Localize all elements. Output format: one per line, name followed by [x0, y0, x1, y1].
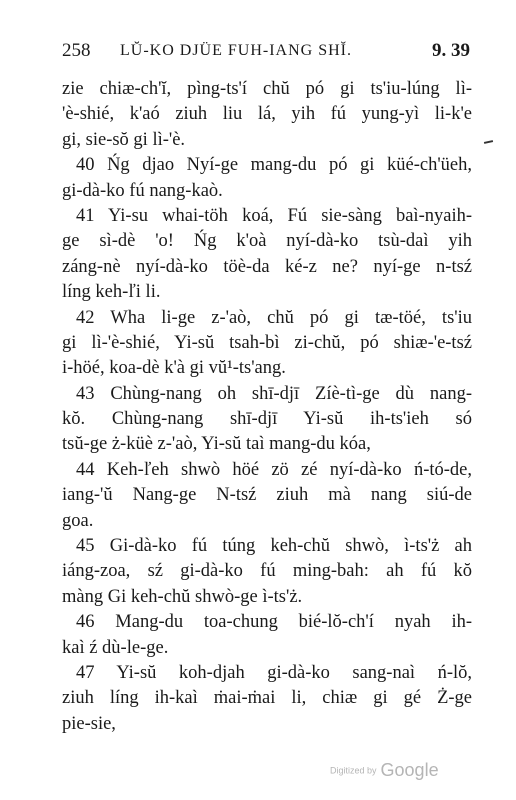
text-line: goa.	[62, 510, 94, 531]
text-line: zie chiæ-ch'ĭ, pìng-ts'í chŭ pó gi ts'iu-lúng lì-	[62, 79, 472, 99]
text-line: líng keh-ľi li.	[62, 282, 161, 303]
verse-line: 41 Yi-su whai-töh koá, Fú sie-sàng baì-nyaih-	[76, 205, 472, 226]
text-line: iang-'ŭ Nang-ge N-tsź ziuh mà nang siú-de	[62, 485, 472, 506]
running-header	[62, 40, 470, 66]
verse-line: 40 Ńg djao Nyí-ge mang-du pó gi küé-ch'üeh,	[76, 155, 472, 176]
page-number: 258	[62, 40, 91, 61]
text-line: gi lì-'è-shié, Yi-sŭ tsah-bì zi-chŭ, pó shiæ-'e-tsź	[62, 332, 472, 353]
text-line: gi, sie-sŏ gi lì-'è.	[62, 129, 186, 150]
digitized-by-text: Digitized by	[330, 765, 377, 776]
text-line: pie-sie,	[62, 713, 116, 734]
page-body	[62, 77, 472, 737]
text-line: gi-dà-ko fú nang-kaò.	[62, 180, 223, 201]
digitized-watermark	[330, 760, 439, 781]
text-line: iáng-zoa, sź gi-dà-ko fú ming-bah: ah fú kŏ	[62, 561, 472, 582]
chapter-verse-reference: 9. 39	[432, 40, 470, 61]
text-line: kaì ź dù-le-ge.	[62, 637, 169, 658]
text-line: záng-nè nyí-dà-ko töè-da ké-z ne? nyí-ge n-tsź	[62, 256, 472, 277]
text-line: kŏ. Chùng-nang shī-djī Yi-sŭ ih-ts'ieh só	[62, 409, 472, 430]
text-line: 'è-shié, k'aó ziuh liu lá, yih fú yung-yì li-k'e	[62, 104, 472, 125]
text-line: ge sì-dè 'o! Ńg k'oà nyí-dà-ko tsù-daì yih	[62, 231, 472, 252]
google-logo: Google	[380, 760, 439, 780]
verse-line: 42 Wha li-ge z-'aò, chŭ pó gi tæ-töé, ts'iu	[76, 307, 472, 328]
verse-line: 46 Mang-du toa-chung bié-lŏ-ch'í nyah ih-	[76, 612, 472, 633]
text-line: tsŭ-ge ż-küè z-'aò, Yi-sŭ taì mang-du kóa,	[62, 434, 371, 455]
verse-line: 45 Gi-dà-ko fú túng keh-chŭ shwò, ì-ts'ż ah	[76, 536, 472, 557]
verse-line: 43 Chùng-nang oh shī-djī Zíè-tì-ge dù nang-	[76, 383, 472, 404]
running-title: LŬ-KO DJÜE FUH-IANG SHĬ.	[120, 42, 352, 59]
margin-mark	[484, 140, 493, 144]
text-line: ziuh líng ih-kaì ṁai-ṁai li, chiæ gi gé Ż-ge	[62, 688, 472, 709]
text-line: màng Gi keh-chŭ shwò-ge ì-ts'ż.	[62, 586, 303, 607]
verse-line: 44 Keh-ľeh shwò höé zö zé nyí-dà-ko ń-tó-de,	[76, 459, 472, 480]
text-line: i-höé, koa-dè k'à gi vŭ¹-ts'ang.	[62, 358, 286, 379]
verse-line: 47 Yi-sŭ koh-djah gi-dà-ko sang-naì ń-lŏ,	[76, 662, 472, 683]
